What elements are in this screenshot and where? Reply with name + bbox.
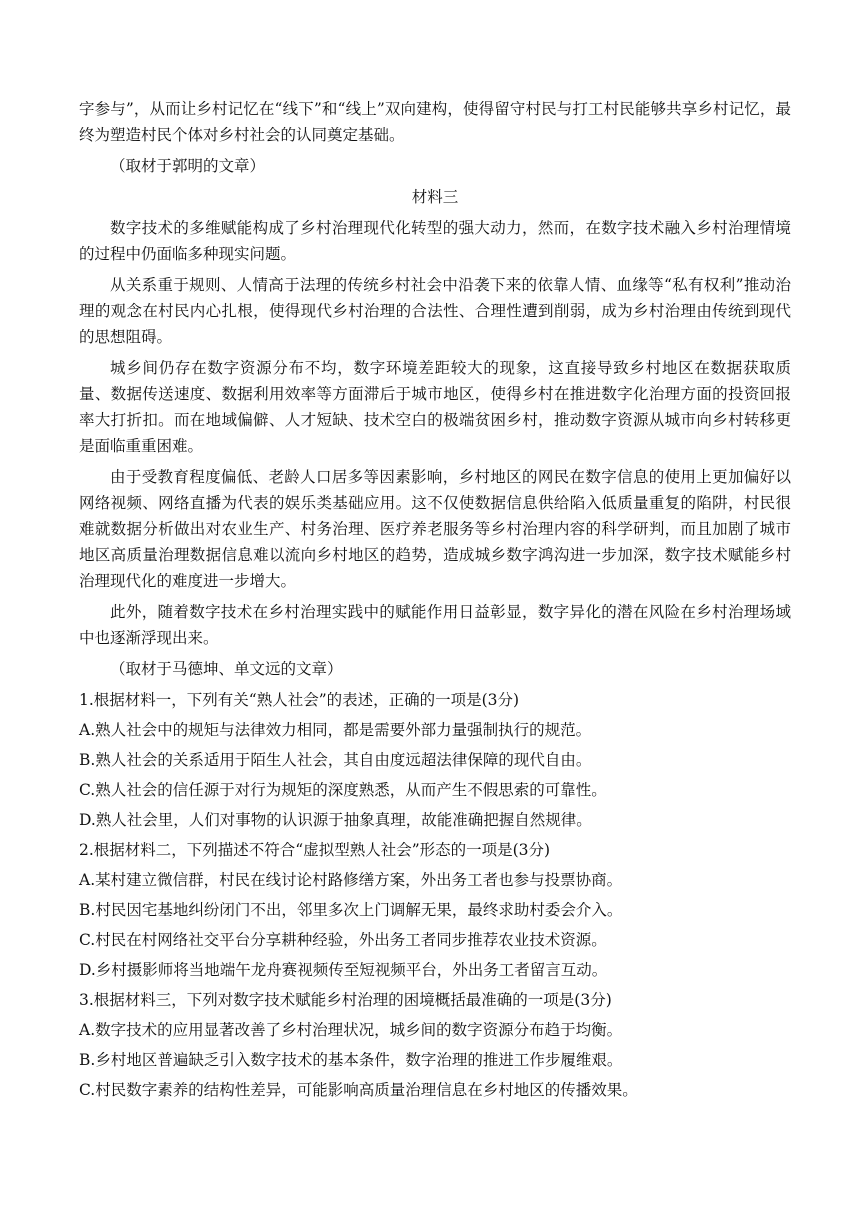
question-stem: 2.根据材料二，下列描述不符合“虚拟型熟人社会”形态的一项是(3分): [79, 841, 551, 859]
source-citation-2: （取材于马德坤、单文远的文章）: [110, 660, 343, 678]
answer-option: D.乡村摄影师将当地端午龙舟赛视频传至短视频平台，外出务工者留言互动。: [79, 961, 608, 979]
question-3: [79, 987, 791, 1103]
material-3-paragraph: 由于受教育程度偏低、老龄人口居多等因素影响，乡村地区的网民在数字信息的使用上更加偏好以网络视频、网络直播为代表的娱乐类基础应用。这不仅使数据信息供给陷入低质量重复的陷阱，村民很难就数据分析做出对农业生产、村务治理、医疗养老服务等乡村治理内容的科学研判，而且加剧了城市地区高质量治理数据信息难以流向乡村地区的趋势，造成城乡数字鸿沟进一步加深，数字技术赋能乡村治理现代化的难度进一步增大。: [79, 468, 791, 590]
source-citation-1: （取材于郭明的文章）: [110, 157, 266, 175]
continuation-paragraph: 字参与”，从而让乡村记忆在“线下”和“线上”双向建构，使得留守村民与打工村民能够共享乡村记忆，最终为塑造村民个体对乡村社会的认同奠定基础。: [79, 100, 791, 144]
answer-option: C.村民数字素养的结构性差异，可能影响高质量治理信息在乡村地区的传播效果。: [79, 1081, 638, 1099]
material-3-paragraph: 此外，随着数字技术在乡村治理实践中的赋能作用日益彰显，数字异化的潜在风险在乡村治理场域中也逐渐浮现出来。: [79, 603, 791, 647]
answer-option: A.某村建立微信群，村民在线讨论村路修缮方案，外出务工者也参与投票协商。: [79, 871, 623, 889]
answer-option: C.村民在村网络社交平台分享耕种经验，外出务工者同步推荐农业技术资源。: [79, 931, 607, 949]
answer-option: A.数字技术的应用显著改善了乡村治理状况，城乡间的数字资源分布趋于均衡。: [79, 1021, 623, 1039]
answer-option: B.熟人社会的关系适用于陌生人社会，其自由度远超法律保障的现代自由。: [79, 751, 592, 769]
question-2: [79, 837, 791, 983]
question-stem: 3.根据材料三，下列对数字技术赋能乡村治理的困境概括最准确的一项是(3分): [79, 991, 612, 1009]
material-3-title: 材料三: [411, 188, 459, 206]
answer-option: C.熟人社会的信任源于对行为规矩的深度熟悉，从而产生不假思索的可靠性。: [79, 781, 607, 799]
material-3-paragraph: 城乡间仍存在数字资源分布不均，数字环境差距较大的现象，这直接导致乡村地区在数据获取质量、数据传送速度、数据利用效率等方面滞后于城市地区，使得乡村在推进数字化治理方面的投资回报率大打折扣。而在地域偏僻、人才短缺、技术空白的极端贫困乡村，推动数字资源从城市向乡村转移更是面临重重困难。: [79, 359, 791, 455]
answer-option: A.熟人社会中的规矩与法律效力相同，都是需要外部力量强制执行的规范。: [79, 721, 592, 739]
question-1: [79, 687, 791, 833]
question-stem: 1.根据材料一，下列有关“熟人社会”的表述，正确的一项是(3分): [79, 691, 520, 709]
exam-page: [79, 96, 791, 1107]
answer-option: B.乡村地区普遍缺乏引入数字技术的基本条件，数字治理的推进工作步履维艰。: [79, 1051, 623, 1069]
material-3-paragraph: 从关系重于规则、人情高于法理的传统乡村社会中沿袭下来的依靠人情、血缘等“私有权利”推动治理的观念在村民内心扎根，使得现代乡村治理的合法性、合理性遭到削弱，成为乡村治理由传统到现代的思想阻碍。: [79, 276, 791, 346]
material-3-paragraph: 数字技术的多维赋能构成了乡村治理现代化转型的强大动力，然而，在数字技术融入乡村治理情境的过程中仍面临多种现实问题。: [79, 219, 791, 263]
answer-option: B.村民因宅基地纠纷闭门不出，邻里多次上门调解无果，最终求助村委会介入。: [79, 901, 623, 919]
answer-option: D.熟人社会里，人们对事物的认识源于抽象真理，故能准确把握自然规律。: [79, 811, 592, 829]
